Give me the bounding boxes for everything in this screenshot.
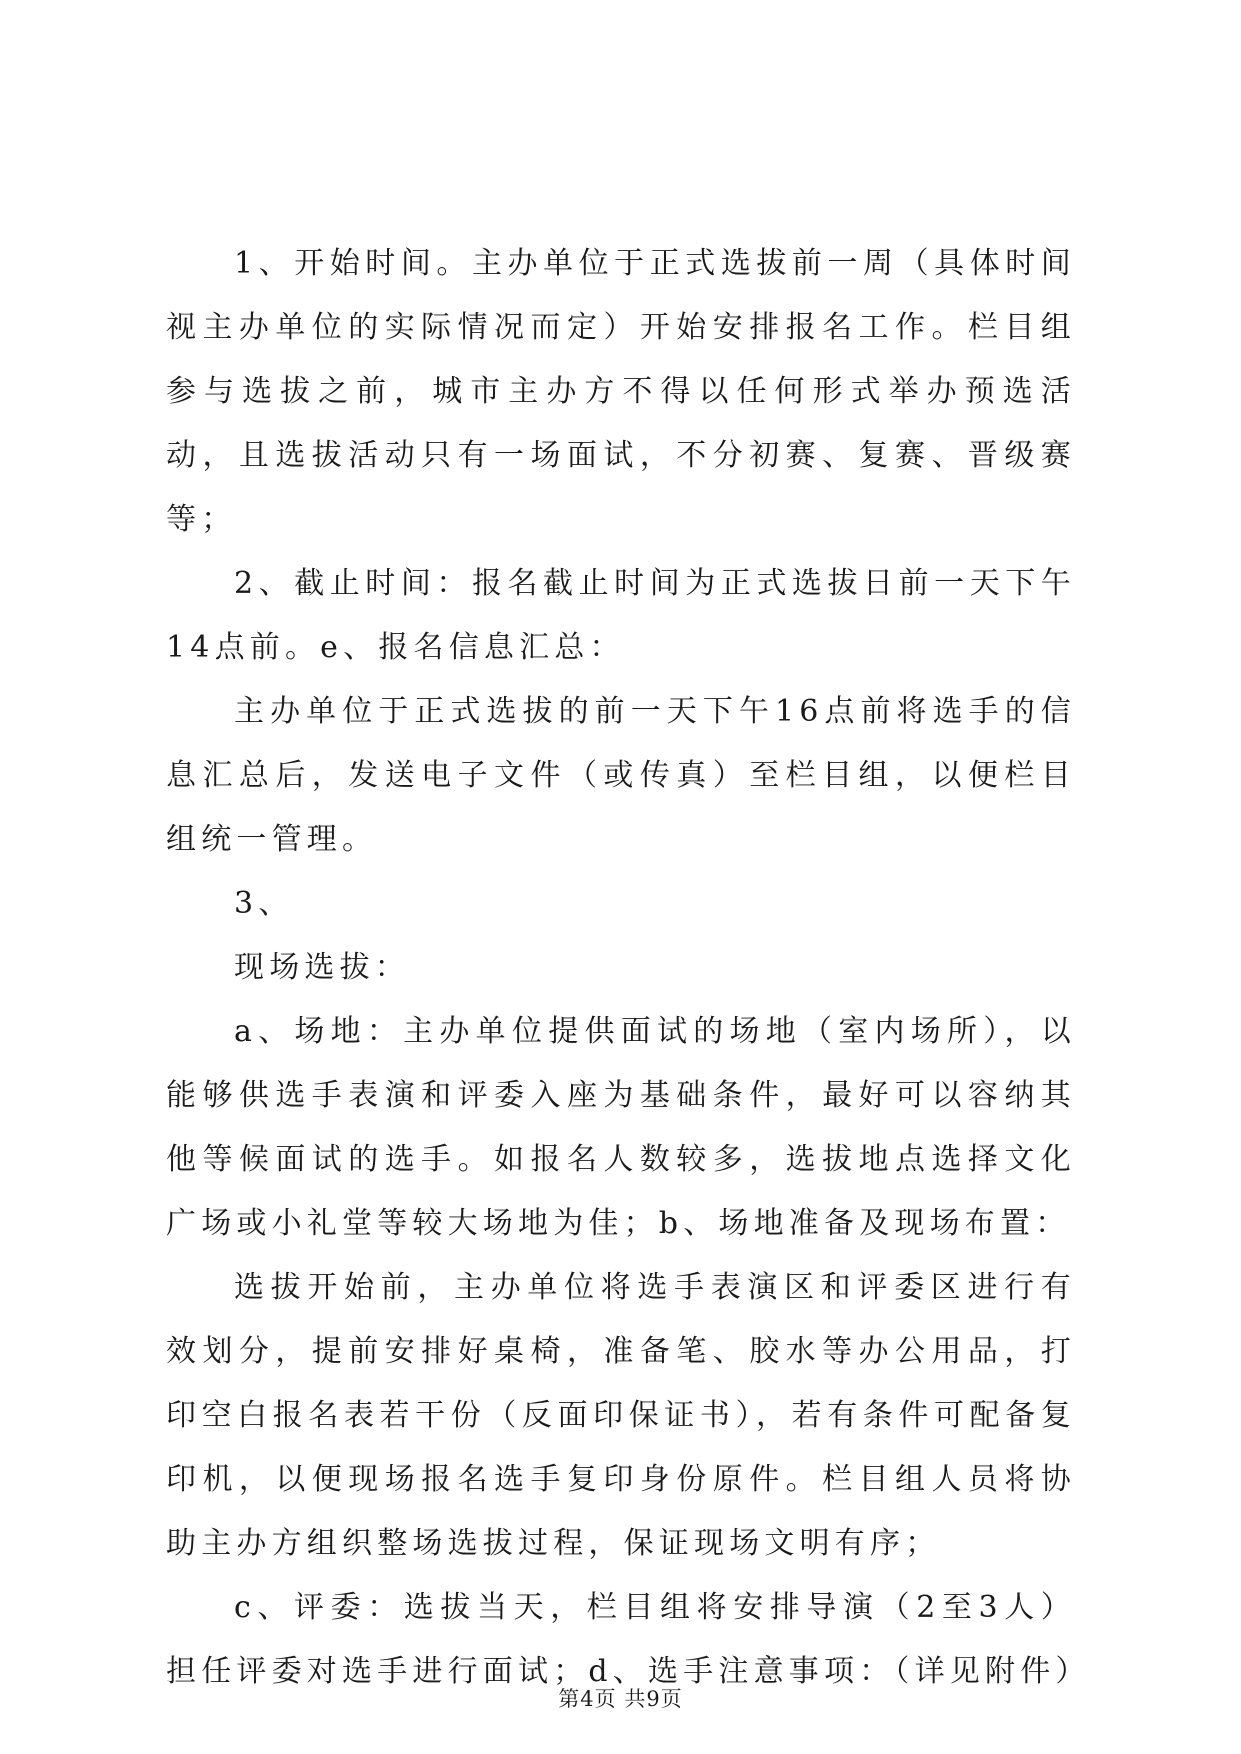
paragraph-deadline: 2、截止时间：报名截止时间为正式选拔日前一天下午14点前。e、报名信息汇总：: [166, 566, 1076, 665]
paragraph-section-number: 3、: [234, 886, 294, 921]
document-body: [166, 232, 1091, 1704]
page-number-footer: 第4页 共9页: [558, 1687, 683, 1711]
paragraph-judges: c、评委：选拔当天，栏目组将安排导演（2至3人）担任评委对选手进行面试；d、选手注意事项：（详见附件）: [166, 1590, 1091, 1689]
paragraph-preparation: 选拔开始前，主办单位将选手表演区和评委区进行有效划分，提前安排好桌椅，准备笔、胶水等办公用品，打印空白报名表若干份（反面印保证书），若有条件可配备复印机，以便现场报名选手复印身份原件。栏目组人员将协助主办方组织整场选拔过程，保证现场文明有序；: [166, 1270, 1076, 1561]
paragraph-onsite-selection: 现场选拔：: [234, 950, 410, 985]
paragraph-venue: a、场地：主办单位提供面试的场地（室内场所），以能够供选手表演和评委入座为基础条件，最好可以容纳其他等候面试的选手。如报名人数较多，选拔地点选择文化广场或小礼堂等较大场地为佳；b、场地准备及现场布置：: [166, 1014, 1076, 1241]
paragraph-info-summary: 主办单位于正式选拔的前一天下午16点前将选手的信息汇总后，发送电子文件（或传真）至栏目组，以便栏目组统一管理。: [166, 694, 1076, 857]
paragraph-start-time: 1、开始时间。主办单位于正式选拔前一周（具体时间视主办单位的实际情况而定）开始安排报名工作。栏目组参与选拔之前，城市主办方不得以任何形式举办预选活动，且选拔活动只有一场面试，不分初赛、复赛、晋级赛等；: [166, 246, 1076, 537]
